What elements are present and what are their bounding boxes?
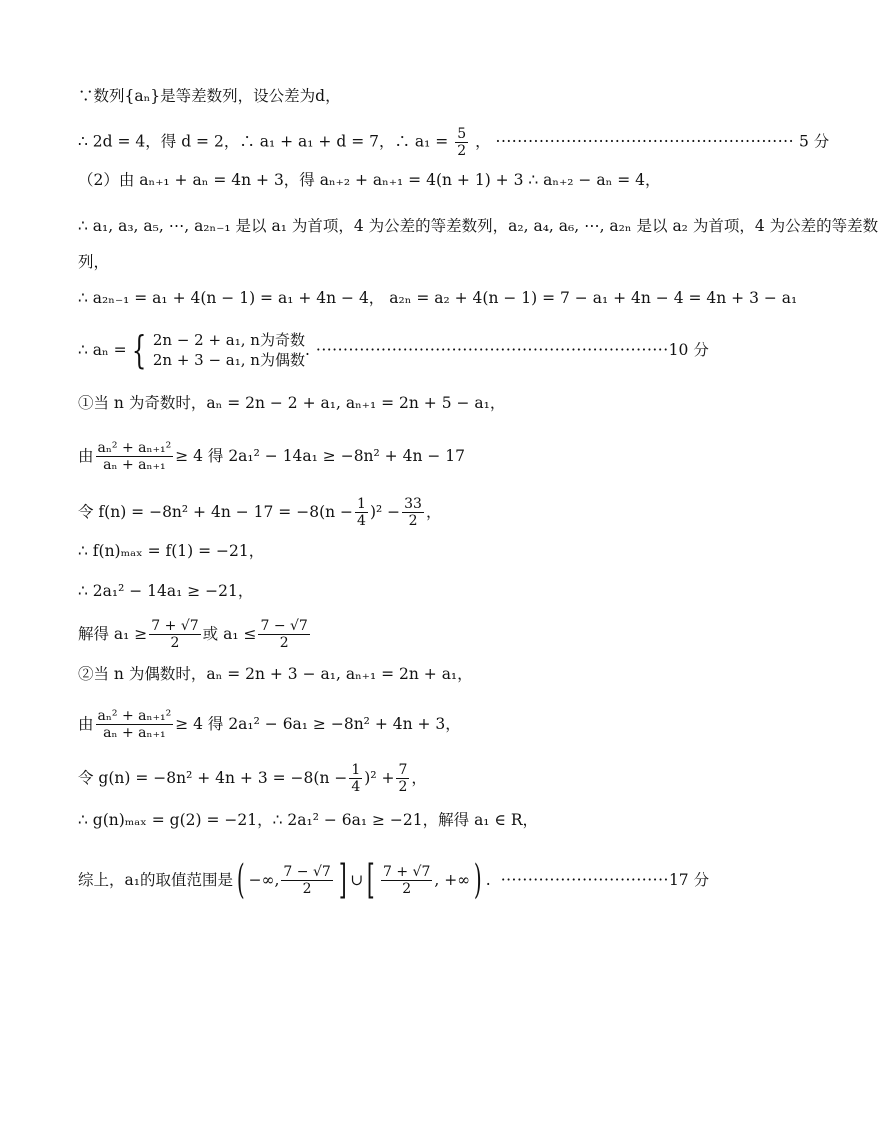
numerator: 1 xyxy=(357,495,366,512)
union-symbol: ∪ xyxy=(350,871,364,889)
line-14 xyxy=(78,664,760,684)
line-12 xyxy=(78,581,760,601)
denominator: aₙ + aₙ₊₁ xyxy=(103,456,166,473)
text: ≥ 4 得 2a₁² − 14a₁ ≥ −8n² + 4n − 17 xyxy=(175,447,466,465)
numerator: 7 xyxy=(398,761,408,778)
fraction xyxy=(396,762,409,795)
text: ∴ g(n)ₘₐₓ = g(2) = −21，∴ 2a₁² − 6a₁ ≥ −21，解得 a₁ ∈ R， xyxy=(78,811,539,829)
score-leader: ································································· xyxy=(315,341,669,359)
text: )² − xyxy=(369,503,401,521)
text: 或 a₁ ≤ xyxy=(202,625,257,643)
line-15 xyxy=(78,704,760,744)
fraction xyxy=(149,618,200,651)
numerator: aₙ² + aₙ₊₁² xyxy=(97,707,172,724)
score-leader: ······················································· xyxy=(495,132,795,151)
text: )² + xyxy=(364,769,395,787)
text: 列， xyxy=(78,253,110,271)
text: ②当 n 为偶数时，aₙ = 2n + 3 − a₁, aₙ₊₁ = 2n + a₁， xyxy=(78,665,473,683)
line-6 xyxy=(78,288,798,308)
fraction xyxy=(455,126,468,159)
line-2 xyxy=(78,126,830,159)
text: ∴ 2a₁² − 14a₁ ≥ −21， xyxy=(78,582,254,600)
numerator: 7 + √7 xyxy=(151,617,199,634)
text: 由 xyxy=(78,715,94,733)
denominator: 4 xyxy=(357,512,366,529)
text: ∴ a₁, a₃, a₅, ⋯, a₂ₙ₋₁ 是以 a₁ 为首项，4 为公差的等差数列，a₂, a₄, a₆, ⋯, a₂ₙ 是以 a₂ 为首项，4 为公差的等差数 xyxy=(78,217,878,235)
text: ∴ f(n)ₘₐₓ = f(1) = −21， xyxy=(78,542,265,560)
text: , +∞ xyxy=(434,871,471,889)
text: . xyxy=(485,871,491,889)
text: . xyxy=(304,341,310,359)
line-17 xyxy=(78,810,760,830)
text: ， xyxy=(411,769,427,787)
fraction xyxy=(96,440,174,473)
fraction xyxy=(402,496,424,529)
numerator: aₙ² + aₙ₊₁² xyxy=(97,439,172,456)
text: ①当 n 为奇数时，aₙ = 2n − 2 + a₁, aₙ₊₁ = 2n + 5 − a₁， xyxy=(78,394,506,412)
line-3 xyxy=(78,170,760,190)
numerator: 33 xyxy=(404,495,422,512)
text: 令 g(n) = −8n² + 4n + 3 = −8(n − xyxy=(78,769,348,787)
fraction xyxy=(381,864,432,897)
score-label: 10 分 xyxy=(668,341,709,359)
text: ∵数列{aₙ}是等差数列，设公差为d， xyxy=(78,87,341,105)
text: −∞, xyxy=(248,871,280,889)
denominator: 4 xyxy=(351,778,361,795)
line-13 xyxy=(78,614,760,654)
text: ≥ 4 得 2a₁² − 6a₁ ≥ −8n² + 4n + 3， xyxy=(175,715,461,733)
text: 综上，a₁的取值范围是 xyxy=(78,871,233,889)
denominator: 2 xyxy=(170,634,180,651)
right-bracket: ] xyxy=(338,857,347,903)
line-16 xyxy=(78,760,760,796)
fraction xyxy=(258,618,309,651)
line-7 xyxy=(78,330,760,370)
denominator: 2 xyxy=(279,634,289,651)
numerator: 5 xyxy=(457,126,467,142)
score-label: 17 分 xyxy=(668,871,710,889)
text: 由 xyxy=(78,447,94,465)
line-10 xyxy=(78,494,760,530)
text: ∴ aₙ = xyxy=(78,341,127,359)
case-even: 2n + 3 − a₁, n为偶数 xyxy=(152,351,305,369)
text: ， xyxy=(475,132,491,151)
denominator: 2 xyxy=(457,143,467,159)
text: ， xyxy=(425,503,442,521)
left-paren: ( xyxy=(236,857,245,903)
score-leader: ······························· xyxy=(500,871,669,889)
denominator: 2 xyxy=(398,778,408,795)
line-5 xyxy=(78,252,760,272)
piecewise-cases xyxy=(153,330,305,370)
fraction xyxy=(349,762,362,795)
line-1 xyxy=(78,86,760,106)
fraction xyxy=(96,708,174,741)
numerator: 1 xyxy=(351,761,361,778)
numerator: 7 + √7 xyxy=(383,863,431,880)
line-8 xyxy=(78,393,760,413)
text: 解得 a₁ ≥ xyxy=(78,625,148,643)
denominator: 2 xyxy=(408,512,418,529)
numerator: 7 − √7 xyxy=(260,617,308,634)
denominator: aₙ + aₙ₊₁ xyxy=(103,724,166,741)
line-9 xyxy=(78,436,760,476)
fraction xyxy=(281,864,332,897)
text: （2）由 aₙ₊₁ + aₙ = 4n + 3，得 aₙ₊₂ + aₙ₊₁ = 4(n + 1) + 3 ∴ aₙ₊₂ − aₙ = 4， xyxy=(78,171,661,189)
line-4 xyxy=(78,216,878,236)
left-bracket: [ xyxy=(367,857,376,903)
text: ∴ 2d = 4，得 d = 2，∴ a₁ + a₁ + d = 7，∴ a₁ = xyxy=(78,132,449,151)
line-18 xyxy=(78,852,760,908)
score-label: 5 分 xyxy=(798,132,830,151)
line-11 xyxy=(78,541,760,561)
denominator: 2 xyxy=(402,880,412,897)
right-paren: ) xyxy=(474,857,482,903)
numerator: 7 − √7 xyxy=(283,863,331,880)
text: ∴ a₂ₙ₋₁ = a₁ + 4(n − 1) = a₁ + 4n − 4， a₂ₙ = a₂ + 4(n − 1) = 7 − a₁ + 4n − 4 = 4n + 3 − a₁ xyxy=(78,289,798,307)
text: 令 f(n) = −8n² + 4n − 17 = −8(n − xyxy=(78,503,354,521)
case-odd: 2n − 2 + a₁, n为奇数 xyxy=(152,331,305,349)
denominator: 2 xyxy=(302,880,312,897)
fraction xyxy=(355,496,368,529)
left-brace: { xyxy=(131,328,147,372)
